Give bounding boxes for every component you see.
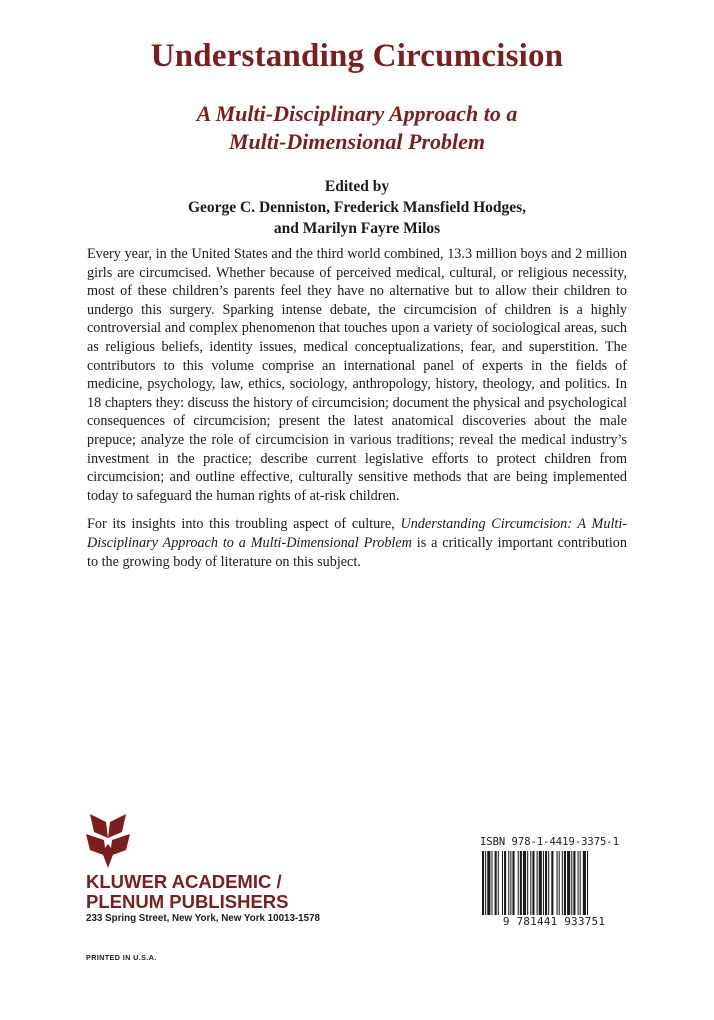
edited-by-label: Edited by [324, 178, 390, 195]
publisher-name [86, 872, 289, 912]
editors-line-1: George C. Denniston, Frederick Mansfield Hodges, [187, 199, 527, 216]
publisher-name-line-2: PLENUM PUBLISHERS [86, 891, 289, 912]
subtitle-line-1: A Multi-Disciplinary Approach to a [196, 101, 518, 126]
printed-in-label: PRINTED IN U.S.A. [86, 953, 157, 962]
description-paragraph-2 [87, 515, 627, 571]
publisher-address: 233 Spring Street, New York, New York 10013-1578 [86, 913, 320, 924]
isbn-label: ISBN 978-1-4419-3375-1 [479, 836, 620, 848]
book-title: Understanding Circumcision [150, 38, 564, 74]
barcode-digits: 9 781441 933751 [480, 915, 628, 931]
editors-block [0, 176, 714, 239]
description-paragraph-1: Every year, in the United States and the third world combined, 13.3 million boys and 2 million girls are circumcised. Whether because of perceived medical, cultural, or religious necessity, most of these children’s parents feel they have no alternative but to allow their children to undergo this surgery. Sparking intense debate, the circumcision of children is a highly controversial and complex phenomenon that touches upon a variety of sociological areas, such as religious beliefs, identity issues, medical conceptualizations, fear, and superstition. The contributors to this volume comprise an international panel of experts in the fields of medicine, psychology, law, ethics, sociology, anthropology, history, theology, and politics. In 18 chapters they: discuss the history of circumcision; document the physical and psychological consequences of circumcision; present the latest anatomical discoveries about the male prepuce; analyze the role of circumcision in various traditions; reveal the medical industry’s investment in the practice; describe current legislative efforts to protect children from circumcision; and outline effective, culturally sensitive methods that are being implemented today to safeguard the human rights of at-risk children. [87, 246, 627, 504]
paragraph-2-book-title: Understanding Circumcision: A Multi-Disciplinary Approach to a Multi-Dimensional Problem [87, 516, 627, 551]
kluwer-leaf-logo-icon [86, 812, 130, 868]
book-subtitle [0, 100, 714, 156]
publisher-name-line-1: KLUWER ACADEMIC / [86, 871, 282, 892]
book-description [87, 245, 627, 581]
subtitle-line-2: Multi-Dimensional Problem [228, 129, 486, 154]
editors-line-2: and Marilyn Fayre Milos [273, 220, 441, 237]
paragraph-2-end: is a critically important contribution to the growing body of literature on this subject. [87, 534, 627, 570]
paragraph-2-start: For its insights into this troubling aspect of culture, [87, 516, 401, 533]
